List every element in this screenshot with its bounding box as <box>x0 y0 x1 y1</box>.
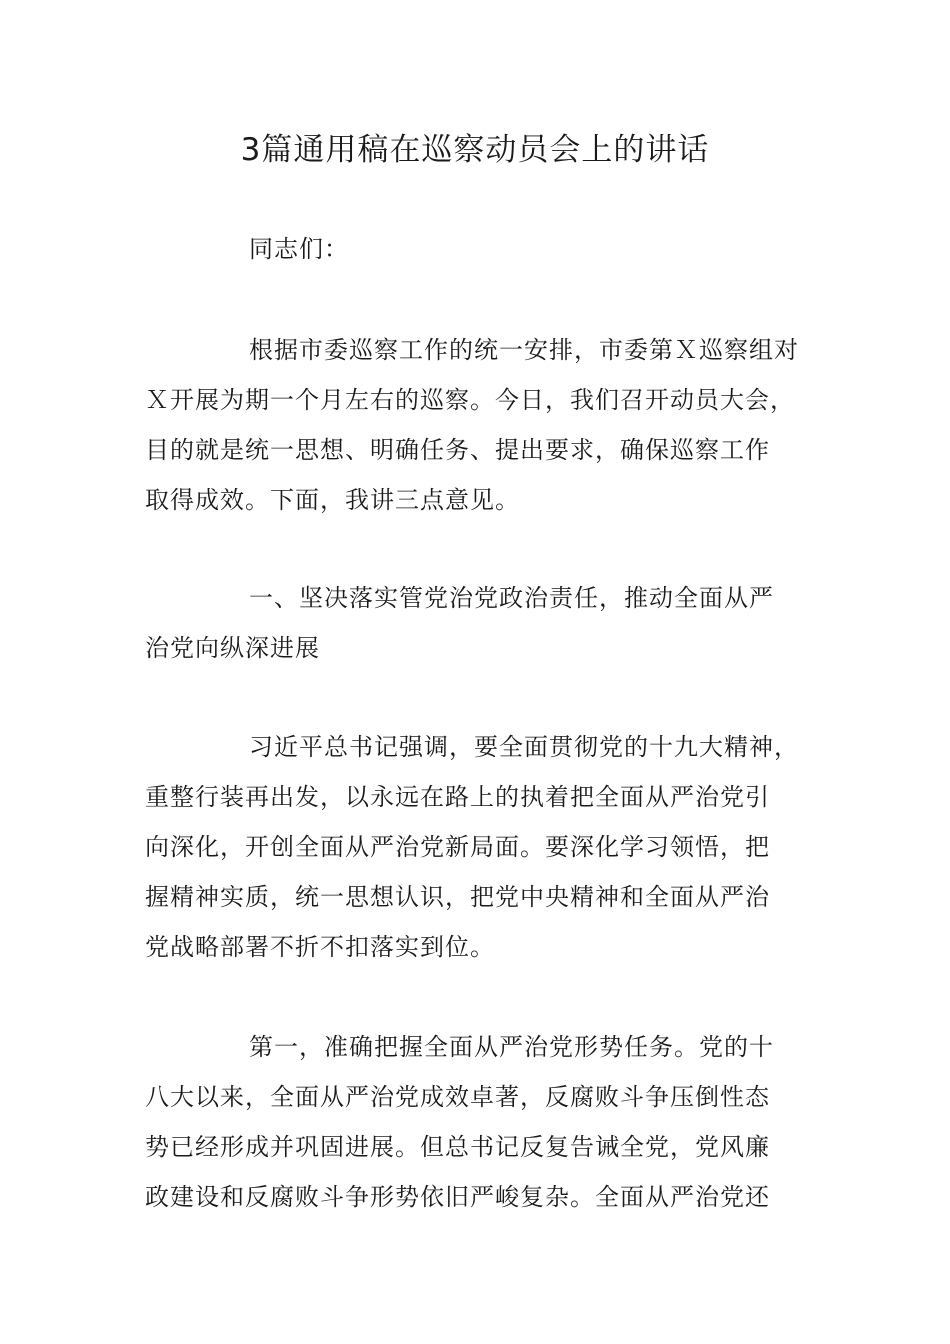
paragraph-line: 握精神实质，统一思想认识，把党中央精神和全面从严治 <box>145 883 770 911</box>
heading-line: 治党向纵深进展 <box>145 634 320 662</box>
paragraph-line: 重整行装再出发，以永远在路上的执着把全面从严治党引 <box>145 783 770 811</box>
paragraph-line: 八大以来，全面从严治党成效卓著，反腐败斗争压倒性态 <box>145 1083 770 1111</box>
greeting <box>145 224 817 274</box>
paragraph-line: 政建设和反腐败斗争形势依旧严峻复杂。全面从严治党还 <box>145 1183 770 1211</box>
paragraph-xi-quote <box>145 722 817 972</box>
paragraph-line: 根据市委巡察工作的统一安排，市委第Ｘ巡察组对 <box>249 336 799 364</box>
paragraph-line: 第一，准确把握全面从严治党形势任务。党的十 <box>249 1033 774 1061</box>
document-title: 3篇通用稿在巡察动员会上的讲话 <box>240 132 710 168</box>
paragraph-first-point <box>145 1022 817 1222</box>
paragraph-intro <box>145 325 817 525</box>
paragraph-line: Ｘ开展为期一个月左右的巡察。今日，我们召开动员大会， <box>145 386 795 414</box>
paragraph-line: 习近平总书记强调，要全面贯彻党的十九大精神， <box>249 733 799 761</box>
paragraph-line: 向深化，开创全面从严治党新局面。要深化学习领悟，把 <box>145 833 770 861</box>
paragraph-line: 党战略部署不折不扣落实到位。 <box>145 933 495 961</box>
paragraph-line: 势已经形成并巩固进展。但总书记反复告诫全党，党风廉 <box>145 1133 770 1161</box>
paragraph-line: 目的就是统一思想、明确任务、提出要求，确保巡察工作 <box>145 436 770 464</box>
paragraph-line: 取得成效。下面，我讲三点意见。 <box>145 486 520 514</box>
section-heading-1 <box>145 573 817 673</box>
heading-line: 一、坚决落实管党治党政治责任，推动全面从严 <box>249 584 774 612</box>
greeting-text: 同志们： <box>249 235 349 263</box>
